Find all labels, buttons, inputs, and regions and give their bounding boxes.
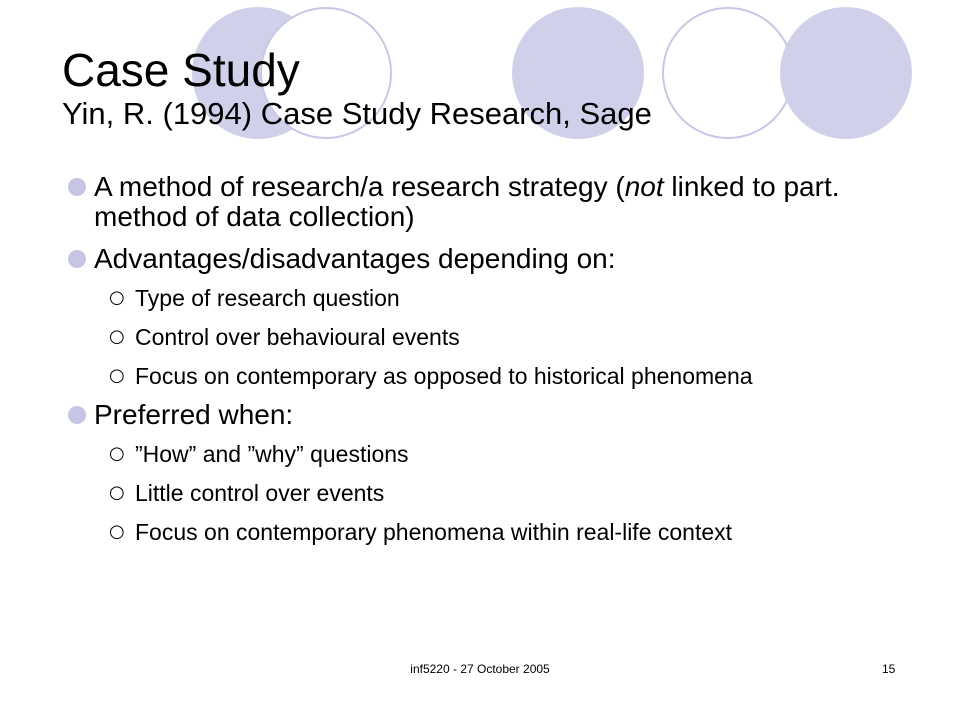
- sub-bullet-item: [62, 481, 902, 505]
- filled-circle-bullet-icon: [68, 250, 86, 268]
- filled-circle-bullet-icon: [68, 178, 86, 196]
- bullet-text: Advantages/disadvantages depending on:: [94, 243, 616, 274]
- slide-title: Case Study: [62, 44, 300, 96]
- slide-content: [62, 172, 902, 559]
- slide-subtitle: Yin, R. (1994) Case Study Research, Sage: [62, 96, 652, 131]
- sub-bullet-text: Control over behavioural events: [135, 324, 460, 350]
- footer-text: inf5220 - 27 October 2005: [410, 662, 550, 676]
- ring-bullet-icon: ○: [109, 443, 125, 464]
- sub-bullet-text: Focus on contemporary phenomena within real-life context: [135, 519, 733, 545]
- bullet-item: [62, 244, 902, 274]
- filled-circle-bullet-icon: [68, 406, 86, 424]
- bullet-text-emphasis: not: [624, 171, 664, 202]
- bullet-item: [62, 172, 902, 232]
- bullet-text-part: A method of research/a research strategy (: [94, 171, 625, 202]
- ring-bullet-icon: ○: [109, 521, 125, 542]
- ring-bullet-icon: ○: [109, 365, 125, 386]
- ring-bullet-icon: ○: [109, 326, 125, 347]
- decorative-circle-icon: [780, 7, 912, 139]
- ring-bullet-icon: ○: [109, 287, 125, 308]
- sub-bullet-text: Little control over events: [135, 480, 385, 506]
- sub-bullet-item: [62, 364, 902, 388]
- sub-bullet-text: Focus on contemporary as opposed to historical phenomena: [135, 363, 753, 389]
- sub-bullet-item: [62, 286, 902, 310]
- ring-bullet-icon: ○: [109, 482, 125, 503]
- bullet-text: Preferred when:: [94, 399, 294, 430]
- title-block: [62, 44, 652, 132]
- decorative-ring-icon: [662, 7, 794, 139]
- bullet-text-part: linked to part. method of data collection): [94, 171, 840, 232]
- sub-bullet-item: [62, 442, 902, 466]
- bullet-item: [62, 400, 902, 430]
- sub-bullet-item: [62, 325, 902, 349]
- sub-bullet-text: Type of research question: [135, 285, 400, 311]
- sub-bullet-item: [62, 520, 902, 544]
- sub-bullet-text: ”How” and ”why” questions: [135, 441, 409, 467]
- page-number: 15: [882, 662, 896, 676]
